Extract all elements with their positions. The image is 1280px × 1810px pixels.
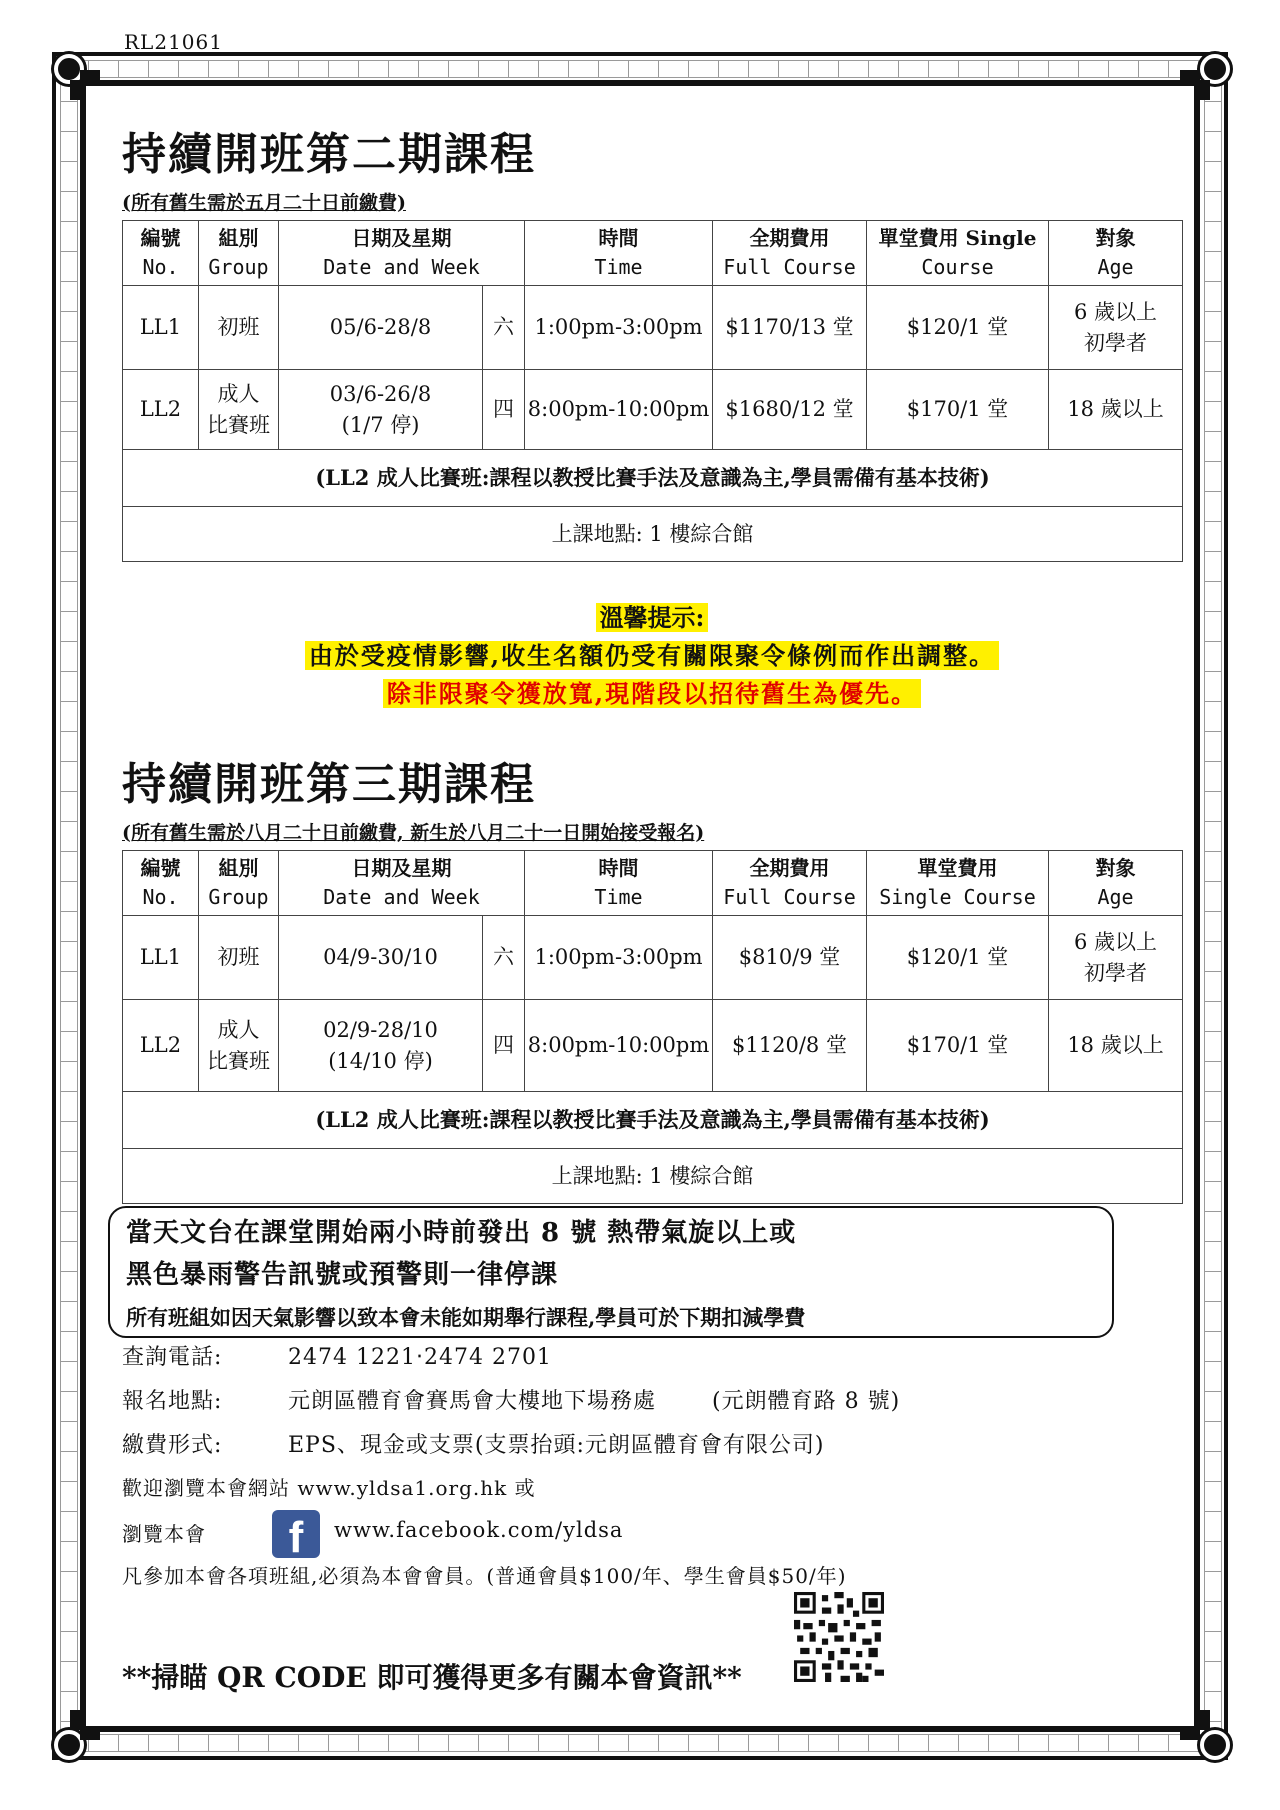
header-full-course: 全期費用 Full Course	[713, 221, 867, 286]
cell-age: 6 歲以上 初學者	[1049, 286, 1183, 370]
header-no: 編號 No.	[123, 851, 199, 916]
cell-no: LL2	[123, 370, 199, 450]
cell-day: 四	[483, 370, 525, 450]
cell-date: 05/6-28/8	[279, 286, 483, 370]
header-time: 時間 Time	[525, 221, 713, 286]
place-address: (元朗體育路 8 號)	[712, 1389, 901, 1414]
header-date: 日期及星期 Date and Week	[279, 221, 525, 286]
cell-time: 8:00pm-10:00pm	[525, 1000, 713, 1092]
cell-group: 初班	[199, 286, 279, 370]
cell-day: 六	[483, 286, 525, 370]
website-line	[122, 1472, 536, 1501]
notice-line-1: 由於受疫情影響,收生名額仍受有關限聚令條例而作出調整。	[122, 636, 1182, 671]
header-group: 組別 Group	[199, 851, 279, 916]
cell-group: 成人 比賽班	[199, 1000, 279, 1092]
course-venue: 上課地點: 1 樓綜合館	[123, 507, 1183, 562]
qr-code-icon[interactable]	[794, 1592, 884, 1682]
cell-single-fee: $170/1 堂	[867, 370, 1049, 450]
place-value: 元朗區體育會賽馬會大樓地下場務處	[288, 1389, 657, 1414]
cell-age: 18 歲以上	[1049, 1000, 1183, 1092]
cell-date: 03/6-26/8 (1/7 停)	[279, 370, 483, 450]
header-age: 對象 Age	[1049, 221, 1183, 286]
cell-single-fee: $170/1 堂	[867, 1000, 1049, 1092]
document-id: RL21061	[124, 30, 223, 54]
cell-no: LL2	[123, 1000, 199, 1092]
table-header-row	[123, 851, 1183, 916]
place-label: 報名地點:	[122, 1389, 223, 1414]
table-header-row	[123, 221, 1183, 286]
course-venue: 上課地點: 1 樓綜合館	[123, 1149, 1183, 1204]
notice-title: 溫馨提示:	[122, 598, 1182, 633]
notice-line-2: 除非限聚令獲放寬,現階段以招待舊生為優先。	[122, 674, 1182, 709]
phone-value: 2474 1221‧2474 2701	[288, 1345, 552, 1370]
header-single-course: 單堂費用 Single Course	[867, 851, 1049, 916]
cell-single-fee: $120/1 堂	[867, 286, 1049, 370]
cell-single-fee: $120/1 堂	[867, 916, 1049, 1000]
cell-group: 成人 比賽班	[199, 370, 279, 450]
cell-no: LL1	[123, 286, 199, 370]
phone-label: 查詢電話:	[122, 1345, 223, 1370]
header-full-course: 全期費用 Full Course	[713, 851, 867, 916]
cell-age: 6 歲以上 初學者	[1049, 916, 1183, 1000]
table-row	[123, 370, 1183, 450]
facebook-link[interactable]: www.facebook.com/yldsa	[334, 1518, 624, 1542]
payment-line	[122, 1428, 825, 1459]
table-venue-row	[123, 1149, 1183, 1204]
table-row	[123, 286, 1183, 370]
payment-value: EPS、現金或支票(支票抬頭:元朗區體育會有限公司)	[288, 1433, 825, 1458]
course-note: (LL2 成人比賽班:課程以教授比賽手法及意識為主,學員需備有基本技術)	[123, 450, 1183, 507]
cell-group: 初班	[199, 916, 279, 1000]
header-no: 編號 No.	[123, 221, 199, 286]
phone-line	[122, 1340, 552, 1371]
cell-full-fee: $810/9 堂	[713, 916, 867, 1000]
table-row	[123, 1000, 1183, 1092]
cell-date: 04/9-30/10	[279, 916, 483, 1000]
website-link[interactable]: 歡迎瀏覽本會網站 www.yldsa1.org.hk 或	[122, 1476, 536, 1500]
corner-ornament-bottom-right	[1178, 1708, 1236, 1766]
registration-place-line	[122, 1384, 900, 1415]
table-note-row	[123, 450, 1183, 507]
term3-course-table	[122, 850, 1183, 1204]
weather-line-3: 所有班組如因天氣影響以致本會未能如期舉行課程,學員可於下期扣減學費	[126, 1305, 806, 1330]
header-single-course: 單堂費用 Single Course	[867, 221, 1049, 286]
weather-line-2: 黑色暴雨警告訊號或預警則一律停課	[126, 1260, 559, 1290]
cell-age: 18 歲以上	[1049, 370, 1183, 450]
scan-qr-caption: **掃瞄 QR CODE 即可獲得更多有關本會資訊**	[122, 1661, 742, 1694]
term2-title: 持續開班第二期課程	[122, 129, 536, 180]
corner-ornament-top-left	[44, 44, 102, 102]
term3-title: 持續開班第三期課程	[122, 759, 536, 810]
membership-note: 凡參加本會各項班組,必須為本會會員。(普通會員$100/年、學生會員$50/年)	[122, 1564, 847, 1588]
cell-day: 四	[483, 1000, 525, 1092]
cell-date: 02/9-28/10 (14/10 停)	[279, 1000, 483, 1092]
header-date: 日期及星期 Date and Week	[279, 851, 525, 916]
cell-full-fee: $1680/12 堂	[713, 370, 867, 450]
cell-no: LL1	[123, 916, 199, 1000]
header-group: 組別 Group	[199, 221, 279, 286]
header-age: 對象 Age	[1049, 851, 1183, 916]
term2-subtitle: (所有舊生需於五月二十日前繳費)	[122, 192, 406, 214]
cell-time: 8:00pm-10:00pm	[525, 370, 713, 450]
table-note-row	[123, 1092, 1183, 1149]
cell-full-fee: $1120/8 堂	[713, 1000, 867, 1092]
term2-course-table	[122, 220, 1183, 562]
cell-time: 1:00pm-3:00pm	[525, 916, 713, 1000]
weather-notice-box	[108, 1206, 1114, 1338]
course-note: (LL2 成人比賽班:課程以教授比賽手法及意識為主,學員需備有基本技術)	[123, 1092, 1183, 1149]
cell-day: 六	[483, 916, 525, 1000]
table-venue-row	[123, 507, 1183, 562]
term3-subtitle: (所有舊生需於八月二十日前繳費, 新生於八月二十一日開始接受報名)	[122, 822, 705, 844]
cell-time: 1:00pm-3:00pm	[525, 286, 713, 370]
weather-line-1: 當天文台在課堂開始兩小時前發出 8 號 熱帶氣旋以上或	[126, 1218, 797, 1248]
cell-full-fee: $1170/13 堂	[713, 286, 867, 370]
header-time: 時間 Time	[525, 851, 713, 916]
facebook-icon[interactable]: f	[272, 1510, 320, 1558]
table-row	[123, 916, 1183, 1000]
payment-label: 繳費形式:	[122, 1433, 223, 1458]
corner-ornament-bottom-left	[44, 1708, 102, 1766]
corner-ornament-top-right	[1178, 44, 1236, 102]
facebook-label: 瀏覽本會	[122, 1522, 206, 1546]
